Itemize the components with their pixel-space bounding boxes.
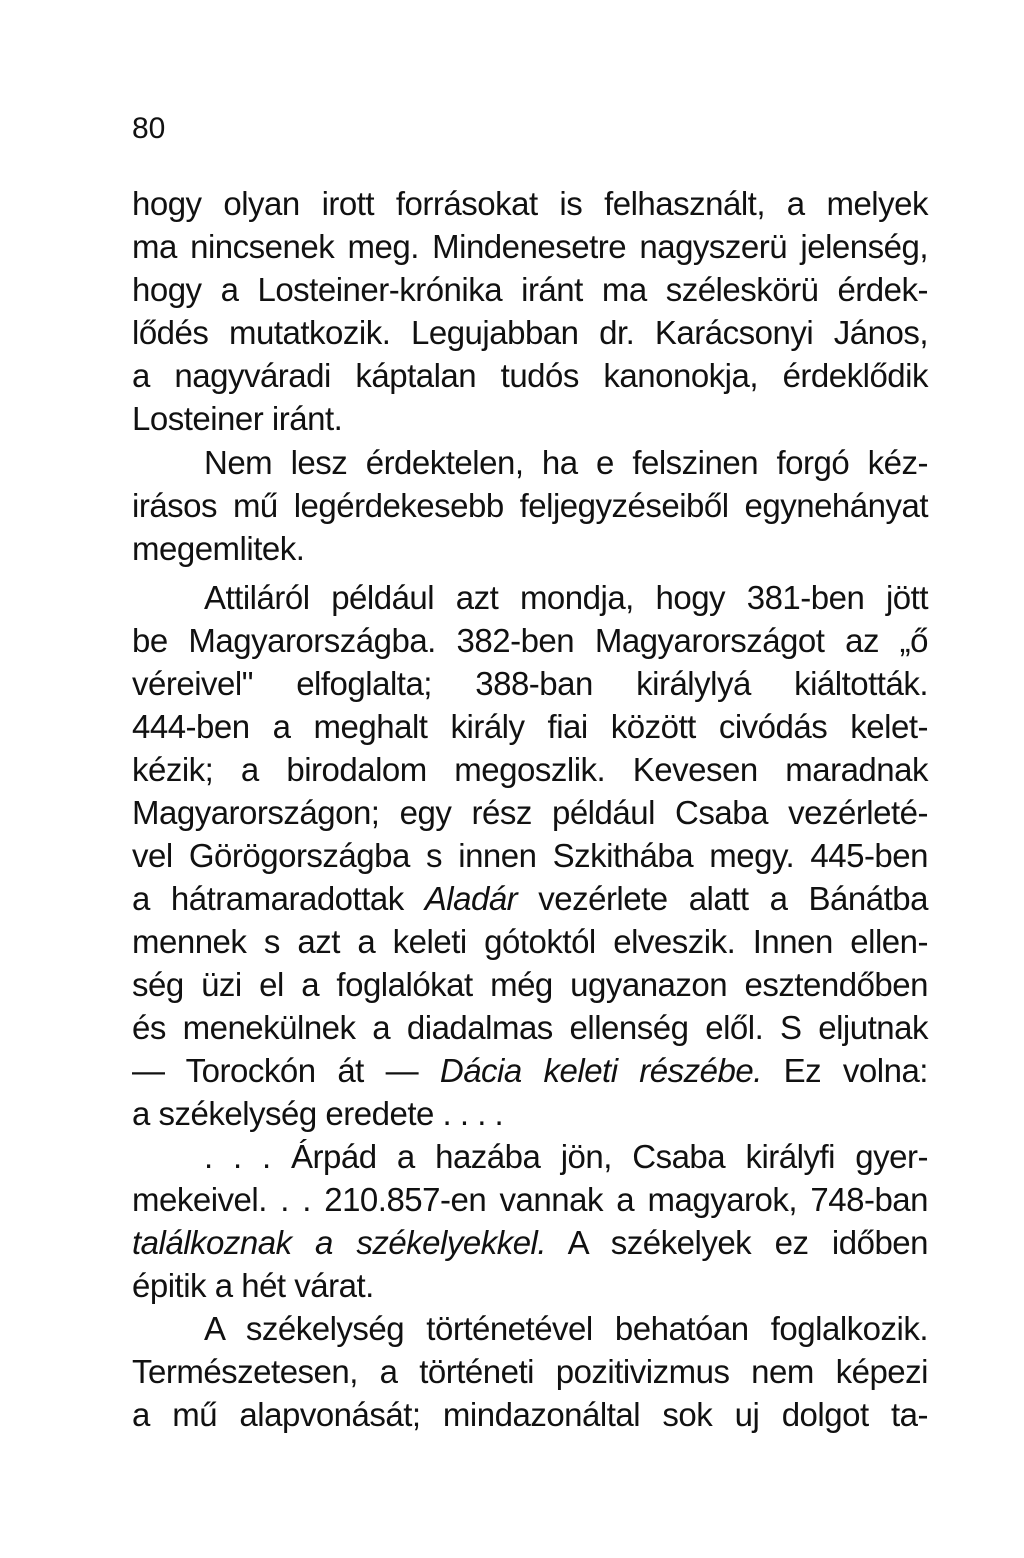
text-segment: épitik a hét várat. [132, 1267, 374, 1304]
text-segment: véreivel" elfoglalta; 388-ban királylyá kiáltották. [132, 665, 928, 702]
text-segment: . . . Árpád a hazába jön, Csaba királyfi gyer- [204, 1138, 928, 1175]
text-segment: 444-ben a meghalt király fiai között civódás kelet- [132, 708, 928, 745]
text-segment: megemlitek. [132, 530, 305, 567]
text-segment: — Torockón át — [132, 1052, 440, 1089]
text-segment: Természetesen, a történeti pozitivizmus nem képezi [132, 1353, 928, 1390]
text-line [132, 184, 928, 224]
text-line [204, 443, 928, 483]
text-line [132, 750, 928, 790]
text-line [132, 793, 928, 833]
text-segment: Magyarországon; egy rész például Csaba vezérleté- [132, 794, 928, 831]
text-segment: hogy olyan irott forrásokat is felhasznált, a melyek [132, 185, 928, 222]
text-line [132, 1266, 374, 1306]
text-segment: hogy a Losteiner-krónika iránt ma széleskörü érdek- [132, 271, 928, 308]
text-segment: Attiláról például azt mondja, hogy 381-ben jött [204, 579, 928, 616]
italic-text: Aladár [424, 880, 518, 917]
text-segment: a székelység eredete . . . . [132, 1095, 504, 1132]
text-line [132, 1223, 928, 1263]
text-segment: ma nincsenek meg. Mindenesetre nagyszerü jelenség, [132, 228, 928, 265]
text-segment: Ez volna: [761, 1052, 928, 1089]
text-line [204, 1137, 928, 1177]
text-segment: A székelység történetével behatóan foglalkozik. [204, 1310, 928, 1347]
text-line [132, 1180, 928, 1220]
text-line [132, 270, 928, 310]
text-segment: irásos mű legérdekesebb feljegyzéseiből egynehányat [132, 487, 928, 524]
page-number: 80 [132, 112, 166, 145]
text-segment: vel Görögországba s innen Szkithába megy. 445-ben [132, 837, 928, 874]
italic-text: találkoznak a székelyekkel. [132, 1224, 547, 1261]
text-line [132, 879, 928, 919]
text-segment: és menekülnek a diadalmas ellenség elől. S eljutnak [132, 1009, 928, 1046]
text-line [204, 578, 928, 618]
text-segment: a mű alapvonását; mindazonáltal sok uj dolgot ta- [132, 1396, 928, 1433]
text-line [132, 707, 928, 747]
text-line [204, 1309, 928, 1349]
text-line [132, 922, 928, 962]
text-segment: Losteiner iránt. [132, 400, 343, 437]
text-line [132, 965, 928, 1005]
text-line [132, 399, 342, 439]
text-segment: ség üzi el a foglalókat még ugyanazon esztendőben [132, 966, 928, 1003]
text-segment: A székelyek ez időben [546, 1224, 928, 1261]
italic-text: Dácia keleti részébe. [439, 1052, 762, 1089]
text-segment: kézik; a birodalom megoszlik. Kevesen maradnak [132, 751, 928, 788]
text-line [132, 356, 928, 396]
text-line [132, 529, 304, 569]
text-segment: a nagyváradi káptalan tudós kanonokja, érdeklődik [132, 357, 928, 394]
text-line [132, 1352, 928, 1392]
text-segment: Nem lesz érdektelen, ha e felszinen forgó kéz- [204, 444, 928, 481]
text-line [132, 486, 928, 526]
text-line [132, 1008, 928, 1048]
text-line [132, 1051, 928, 1091]
text-segment: be Magyarországba. 382-ben Magyarországot az „ő [132, 622, 928, 659]
text-line [132, 664, 928, 704]
text-line [132, 1395, 928, 1435]
text-line [132, 227, 928, 267]
text-line [132, 836, 928, 876]
text-segment: a hátramaradottak [132, 880, 425, 917]
text-line [132, 313, 928, 353]
text-segment: lődés mutatkozik. Legujabban dr. Karácsonyi János, [132, 314, 928, 351]
text-segment: vezérlete alatt a Bánátba [517, 880, 928, 917]
text-segment: mennek s azt a keleti gótoktól elveszik. Innen ellen- [132, 923, 928, 960]
text-line [132, 621, 928, 661]
text-line [132, 1094, 503, 1134]
text-segment: mekeivel. . . 210.857-en vannak a magyarok, 748-ban [132, 1181, 928, 1218]
